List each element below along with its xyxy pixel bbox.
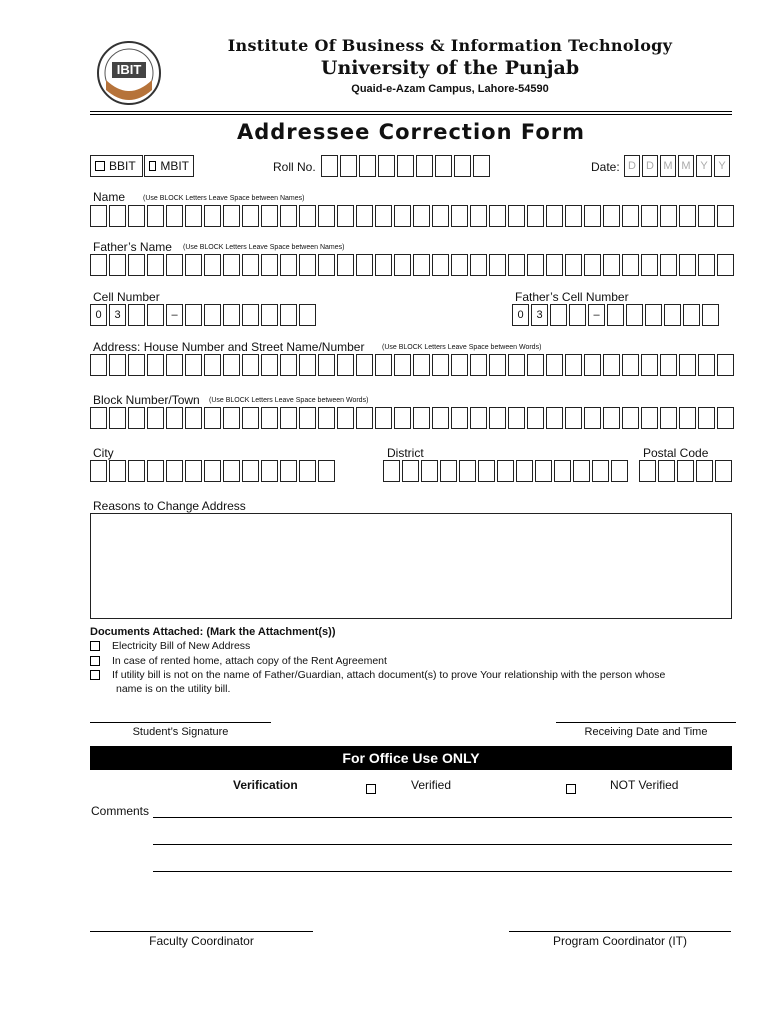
letter-box[interactable] [299,460,316,482]
date-cell[interactable]: D [642,155,658,177]
letter-box[interactable] [432,407,449,429]
letter-box[interactable] [679,354,696,376]
letter-box[interactable] [147,354,164,376]
letter-box[interactable] [90,254,107,276]
letter-box[interactable] [280,254,297,276]
checkbox-icon[interactable] [90,641,100,651]
letter-box[interactable] [478,460,495,482]
letter-box[interactable] [261,205,278,227]
letter-box[interactable] [432,254,449,276]
letter-box[interactable] [717,254,734,276]
letter-box[interactable] [375,254,392,276]
letter-box[interactable] [679,407,696,429]
cell-digit[interactable] [261,304,278,326]
cell-digit[interactable] [569,304,586,326]
postal-digit-box[interactable] [639,460,656,482]
letter-box[interactable] [261,254,278,276]
letter-box[interactable] [527,205,544,227]
letter-box[interactable] [337,254,354,276]
letter-box[interactable] [375,354,392,376]
roll-digit-box[interactable] [473,155,490,177]
name-hint: (Use BLOCK Letters Leave Space between Names) [143,195,305,202]
letter-box[interactable] [337,205,354,227]
letter-box[interactable] [660,205,677,227]
letter-box[interactable] [546,205,563,227]
address-hint: (Use BLOCK Letters Leave Space between Words) [382,344,542,351]
letter-box[interactable] [185,354,202,376]
letter-box[interactable] [679,254,696,276]
document-item[interactable] [90,655,387,667]
letter-box[interactable] [166,354,183,376]
postal-digit-box[interactable] [658,460,675,482]
letter-box[interactable] [584,354,601,376]
document-item-label: If utility bill is not on the name of Father/Guardian, attach document(s) to prove Your relationship with the person whose [112,669,666,681]
letter-box[interactable] [90,205,107,227]
name-label: Name [93,190,126,204]
verified-label: Verified [411,778,452,792]
letter-box[interactable] [565,254,582,276]
letter-box[interactable] [573,460,590,482]
letter-box[interactable] [489,205,506,227]
city-label: City [93,446,114,460]
letter-box[interactable] [147,407,164,429]
letter-box[interactable] [242,254,259,276]
documents-title: Documents Attached: (Mark the Attachment(s)) [90,626,336,638]
letter-box[interactable] [565,205,582,227]
receiving-date-line[interactable] [556,722,736,723]
letter-box[interactable] [641,354,658,376]
program-coordinator-line[interactable] [509,931,731,932]
letter-box[interactable] [394,354,411,376]
letter-box[interactable] [128,407,145,429]
father-name-boxes[interactable] [90,254,736,276]
letter-box[interactable] [470,354,487,376]
letter-box[interactable] [698,354,715,376]
letter-box[interactable] [451,205,468,227]
postal-digit-box[interactable] [715,460,732,482]
letter-box[interactable] [497,460,514,482]
letter-box[interactable] [375,407,392,429]
letter-box[interactable] [90,407,107,429]
letter-box[interactable] [185,460,202,482]
letter-box[interactable] [592,460,609,482]
letter-box[interactable] [318,254,335,276]
comments-label: Comments [91,804,150,818]
letter-box[interactable] [337,354,354,376]
header-divider-2 [90,114,732,115]
letter-box[interactable] [641,205,658,227]
letter-box[interactable] [698,254,715,276]
letter-box[interactable] [147,460,164,482]
office-use-banner: For Office Use ONLY [90,746,732,770]
letter-box[interactable] [356,205,373,227]
cell-digit[interactable]: 3 [531,304,548,326]
letter-box[interactable] [147,254,164,276]
letter-box[interactable] [717,354,734,376]
letter-box[interactable] [128,205,145,227]
letter-box[interactable] [242,460,259,482]
cell-digit[interactable] [204,304,221,326]
father-name-hint: (Use BLOCK Letters Leave Space between Names) [183,244,345,251]
postal-digit-box[interactable] [677,460,694,482]
letter-box[interactable] [337,407,354,429]
cell-digit[interactable] [299,304,316,326]
letter-box[interactable] [166,460,183,482]
checkbox-icon[interactable] [366,784,376,794]
district-boxes[interactable] [383,460,630,482]
not-verified-checkbox[interactable] [566,780,580,798]
letter-box[interactable] [546,354,563,376]
letter-box[interactable] [261,460,278,482]
letter-box[interactable] [356,254,373,276]
letter-box[interactable] [204,460,221,482]
cell-digit[interactable] [702,304,719,326]
receiving-date-label: Receiving Date and Time [584,726,708,738]
cell-digit[interactable]: 3 [109,304,126,326]
date-boxes[interactable] [624,155,730,177]
letter-box[interactable] [622,205,639,227]
cell-digit[interactable] [664,304,681,326]
letter-box[interactable] [470,254,487,276]
letter-box[interactable] [242,354,259,376]
letter-box[interactable] [508,254,525,276]
letter-box[interactable] [109,254,126,276]
cell-number-label: Cell Number [93,290,160,304]
letter-box[interactable] [280,407,297,429]
letter-box[interactable] [489,354,506,376]
university-name: University of the Punjab [320,57,580,79]
faculty-coordinator-label: Faculty Coordinator [149,934,254,948]
letter-box[interactable] [489,407,506,429]
letter-box[interactable] [527,354,544,376]
letter-box[interactable] [356,407,373,429]
letter-box[interactable] [166,407,183,429]
roll-digit-box[interactable] [416,155,433,177]
verified-checkbox[interactable] [366,780,380,798]
father-name-label: Father’s Name [93,240,172,254]
letter-box[interactable] [698,407,715,429]
roll-digit-box[interactable] [321,155,338,177]
letter-box[interactable] [223,354,240,376]
letter-box[interactable] [432,354,449,376]
letter-box[interactable] [470,205,487,227]
letter-box[interactable] [166,205,183,227]
block-town-hint: (Use BLOCK Letters Leave Space between Words) [209,397,369,404]
letter-box[interactable] [375,205,392,227]
letter-box[interactable] [565,407,582,429]
letter-box[interactable] [128,354,145,376]
letter-box[interactable] [660,407,677,429]
letter-box[interactable] [508,407,525,429]
form-title: Addressee Correction Form [236,120,586,144]
letter-box[interactable] [185,407,202,429]
district-label: District [387,446,424,460]
letter-box[interactable] [318,354,335,376]
name-boxes[interactable] [90,205,736,227]
block-town-boxes[interactable] [90,407,736,429]
letter-box[interactable] [223,254,240,276]
letter-box[interactable] [280,205,297,227]
letter-box[interactable] [204,354,221,376]
postal-code-label: Postal Code [643,446,709,460]
roll-digit-box[interactable] [359,155,376,177]
cell-digit[interactable] [280,304,297,326]
program-coordinator-label: Program Coordinator (IT) [552,934,688,948]
letter-box[interactable] [516,460,533,482]
letter-box[interactable] [299,407,316,429]
roll-digit-box[interactable] [397,155,414,177]
letter-box[interactable] [109,407,126,429]
letter-box[interactable] [204,205,221,227]
letter-box[interactable] [565,354,582,376]
letter-box[interactable] [318,205,335,227]
letter-box[interactable] [622,354,639,376]
letter-box[interactable] [679,205,696,227]
letter-box[interactable] [489,254,506,276]
letter-box[interactable] [584,407,601,429]
checkbox-icon[interactable] [149,161,156,171]
date-cell[interactable]: Y [696,155,712,177]
cell-dash: – [166,304,183,326]
letter-box[interactable] [223,205,240,227]
letter-box[interactable] [185,254,202,276]
letter-box[interactable] [413,205,430,227]
letter-box[interactable] [717,205,734,227]
letter-box[interactable] [660,354,677,376]
letter-box[interactable] [356,354,373,376]
student-signature-label: Student’s Signature [132,726,229,738]
document-item-label: Electricity Bill of New Address [112,640,251,652]
cell-digit[interactable] [242,304,259,326]
letter-box[interactable] [318,460,335,482]
date-cell[interactable]: D [624,155,640,177]
cell-digit[interactable]: 0 [512,304,529,326]
cell-digit[interactable] [607,304,624,326]
cell-digit[interactable] [626,304,643,326]
letter-box[interactable] [440,460,457,482]
cell-number-boxes[interactable] [90,304,318,326]
letter-box[interactable] [622,254,639,276]
document-item[interactable] [90,640,250,652]
letter-box[interactable] [109,205,126,227]
roll-no-label: Roll No. [273,160,316,174]
letter-box[interactable] [394,205,411,227]
cell-digit[interactable] [550,304,567,326]
letter-box[interactable] [546,254,563,276]
city-boxes[interactable] [90,460,337,482]
date-cell[interactable]: Y [714,155,730,177]
letter-box[interactable] [413,407,430,429]
roll-no-boxes[interactable] [321,155,492,177]
letter-box[interactable] [383,460,400,482]
date-cell[interactable]: M [678,155,694,177]
letter-box[interactable] [394,254,411,276]
roll-digit-box[interactable] [435,155,452,177]
document-item-continuation: name is on the utility bill. [116,683,231,695]
father-cell-boxes[interactable] [512,304,721,326]
letter-box[interactable] [611,460,628,482]
letter-box[interactable] [584,205,601,227]
postal-code-boxes[interactable] [639,460,734,482]
letter-box[interactable] [535,460,552,482]
letter-box[interactable] [603,407,620,429]
letter-box[interactable] [527,407,544,429]
not-verified-label: NOT Verified [610,778,679,792]
letter-box[interactable] [641,407,658,429]
cell-digit[interactable] [223,304,240,326]
letter-box[interactable] [261,407,278,429]
roll-digit-box[interactable] [340,155,357,177]
logo-text: IBIT [116,62,142,77]
cell-digit[interactable] [147,304,164,326]
program-bbit-label: BBIT [109,159,136,173]
letter-box[interactable] [109,354,126,376]
letter-box[interactable] [223,460,240,482]
letter-box[interactable] [128,254,145,276]
checkbox-icon[interactable] [566,784,576,794]
letter-box[interactable] [413,254,430,276]
date-label: Date: [591,160,620,174]
letter-box[interactable] [603,205,620,227]
letter-box[interactable] [299,205,316,227]
cell-digit[interactable] [185,304,202,326]
letter-box[interactable] [603,254,620,276]
letter-box[interactable] [402,460,419,482]
header-divider [90,111,732,112]
letter-box[interactable] [413,354,430,376]
letter-box[interactable] [451,354,468,376]
letter-box[interactable] [242,205,259,227]
father-cell-label: Father’s Cell Number [515,290,629,304]
student-signature-line[interactable] [90,722,271,723]
letter-box[interactable] [508,354,525,376]
letter-box[interactable] [603,354,620,376]
letter-box[interactable] [90,354,107,376]
cell-digit[interactable] [128,304,145,326]
letter-box[interactable] [280,354,297,376]
checkbox-icon[interactable] [95,161,105,171]
letter-box[interactable] [451,407,468,429]
address-boxes[interactable] [90,354,736,376]
letter-box[interactable] [109,460,126,482]
letter-box[interactable] [660,254,677,276]
comments-line[interactable] [153,844,732,845]
letter-box[interactable] [166,254,183,276]
letter-box[interactable] [508,205,525,227]
letter-box[interactable] [459,460,476,482]
letter-box[interactable] [546,407,563,429]
cell-digit[interactable]: 0 [90,304,107,326]
program-bbit-option[interactable] [90,155,143,177]
checkbox-icon[interactable] [90,670,100,680]
program-mbit-option[interactable] [144,155,194,177]
document-item-label: In case of rented home, attach copy of the Rent Agreement [112,655,387,667]
letter-box[interactable] [421,460,438,482]
letter-box[interactable] [299,254,316,276]
date-cell[interactable]: M [660,155,676,177]
cell-dash: – [588,304,605,326]
institute-name: Institute Of Business & Information Technology [227,36,673,55]
comments-line[interactable] [153,817,732,818]
letter-box[interactable] [223,407,240,429]
letter-box[interactable] [128,460,145,482]
letter-box[interactable] [470,407,487,429]
roll-digit-box[interactable] [454,155,471,177]
letter-box[interactable] [147,205,164,227]
verification-label: Verification [233,778,298,792]
letter-box[interactable] [185,205,202,227]
document-item[interactable] [90,669,730,681]
address-label: Address: House Number and Street Name/Number [93,340,365,354]
letter-box[interactable] [299,354,316,376]
ibit-logo [96,40,162,110]
program-mbit-label: MBIT [160,159,189,173]
letter-box[interactable] [451,254,468,276]
letter-box[interactable] [584,254,601,276]
cell-digit[interactable] [645,304,662,326]
letter-box[interactable] [280,460,297,482]
campus-address: Quaid-e-Azam Campus, Lahore-54590 [351,83,549,95]
letter-box[interactable] [622,407,639,429]
postal-digit-box[interactable] [696,460,713,482]
letter-box[interactable] [204,254,221,276]
letter-box[interactable] [394,407,411,429]
roll-digit-box[interactable] [378,155,395,177]
letter-box[interactable] [204,407,221,429]
letter-box[interactable] [242,407,259,429]
letter-box[interactable] [90,460,107,482]
cell-digit[interactable] [683,304,700,326]
letter-box[interactable] [554,460,571,482]
comments-line[interactable] [153,871,732,872]
reasons-label: Reasons to Change Address [93,499,246,513]
checkbox-icon[interactable] [90,656,100,666]
letter-box[interactable] [717,407,734,429]
letter-box[interactable] [527,254,544,276]
letter-box[interactable] [318,407,335,429]
letter-box[interactable] [641,254,658,276]
block-town-label: Block Number/Town [93,393,200,407]
letter-box[interactable] [432,205,449,227]
faculty-coordinator-line[interactable] [90,931,313,932]
letter-box[interactable] [698,205,715,227]
reasons-textarea[interactable] [90,513,732,619]
letter-box[interactable] [261,354,278,376]
